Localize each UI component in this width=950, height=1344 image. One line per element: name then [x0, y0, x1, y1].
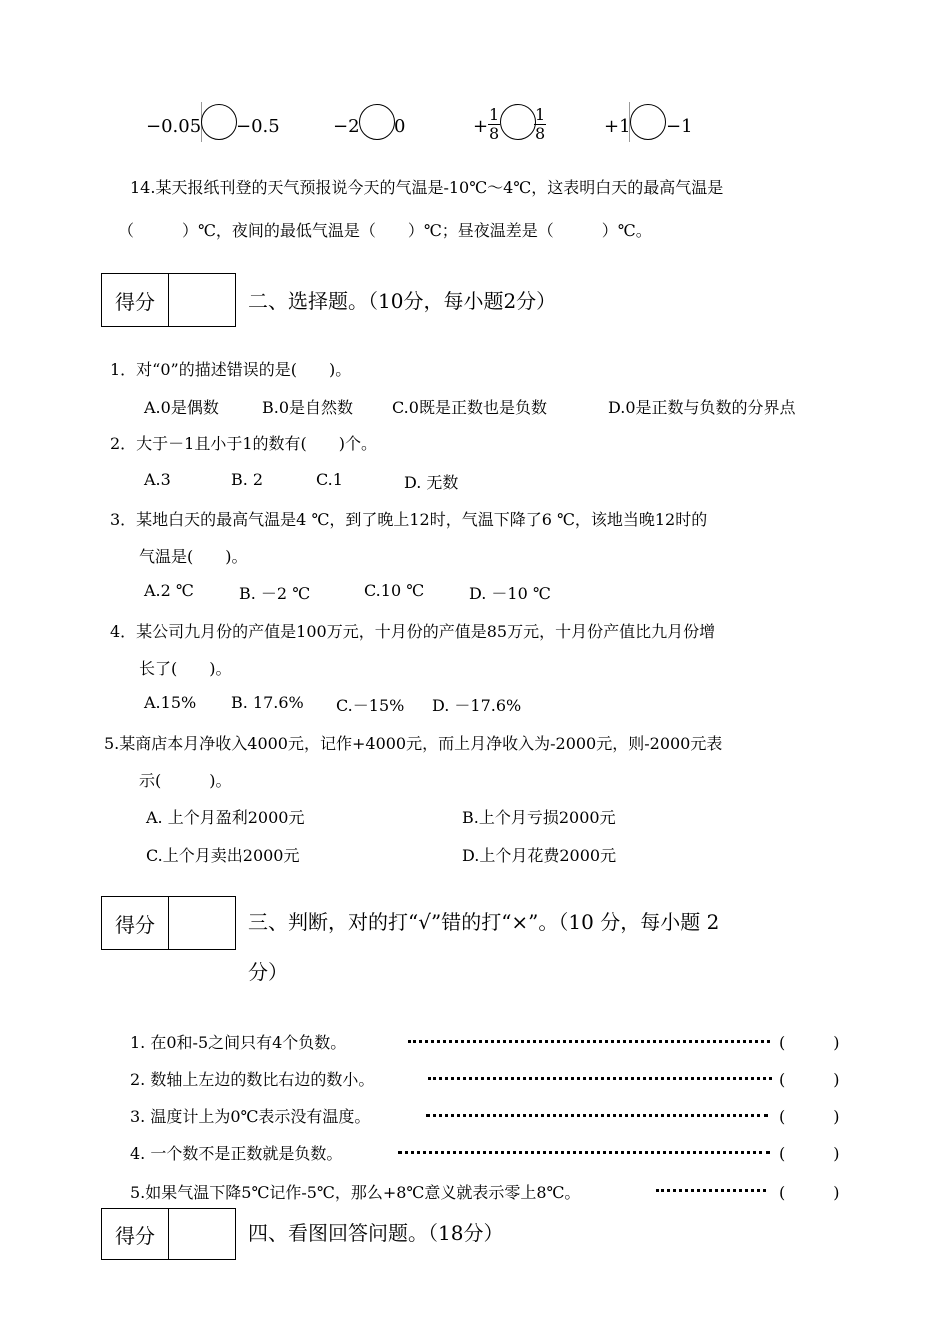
s2-q2-opt-a: A.3 — [144, 470, 171, 489]
s2-q3-opt-c: C.10 ℃ — [364, 581, 425, 600]
s2-q1-stem: 1．对“0”的描述错误的是( )。 — [110, 360, 352, 379]
score-input[interactable] — [169, 1209, 235, 1259]
s2-q5-opt-d: D.上个月花费2000元 — [462, 846, 617, 865]
score-label: 得分 — [102, 897, 169, 949]
compare-circle-1[interactable] — [201, 104, 237, 140]
compare-4-right: −1 — [666, 116, 693, 137]
compare-3-sign: + — [473, 116, 489, 137]
s3-item-1: 1. 在0和-5之间只有4个负数。 — [130, 1033, 347, 1052]
section3-title-line1: 三、判断，对的打“√”错的打“×”。（10 分，每小题 2 — [248, 910, 720, 934]
s2-q2-opt-c: C.1 — [316, 470, 343, 489]
section2-title: 二、选择题。（10分，每小题2分） — [248, 289, 557, 313]
s2-q4-stem1: 4．某公司九月份的产值是100万元，十月份的产值是85万元，十月份产值比九月份增 — [110, 622, 716, 641]
compare-circle-3[interactable] — [500, 104, 536, 140]
compare-1-right: −0.5 — [236, 116, 280, 137]
s2-q5-opt-b: B.上个月亏损2000元 — [462, 808, 616, 827]
s2-q5-opt-a: A. 上个月盈利2000元 — [146, 808, 305, 827]
s2-q2-opt-d: D. 无数 — [404, 473, 459, 492]
s2-q2-stem: 2．大于－1且小于1的数有( )个。 — [110, 434, 378, 453]
s2-q5-stem2: 示( )。 — [139, 771, 232, 790]
q14-line1: 14.某天报纸刊登的天气预报说今天的气温是-10℃～4℃，这表明白天的最高气温是 — [130, 178, 724, 197]
s3-paren-5[interactable]: ( ) — [779, 1183, 840, 1202]
section4-title: 四、看图回答问题。（18分） — [248, 1221, 504, 1245]
s2-q4-opt-c: C.－15% — [336, 696, 405, 715]
compare-2-left: −2 — [333, 116, 360, 137]
compare-circle-2[interactable] — [359, 104, 395, 140]
s2-q5-stem1: 5.某商店本月净收入4000元，记作+4000元，而上月净收入为-2000元，则-2000元表 — [104, 734, 723, 753]
s2-q4-opt-b: B. 17.6% — [231, 693, 304, 712]
compare-3-right-fraction: $\frac{1}{8}$ — [535, 105, 546, 143]
s2-q3-opt-d: D. －10 ℃ — [469, 584, 551, 603]
dot-leader — [426, 1114, 768, 1117]
s2-q5-opt-c: C.上个月卖出2000元 — [146, 846, 300, 865]
s3-item-2: 2. 数轴上左边的数比右边的数小。 — [130, 1070, 375, 1089]
compare-2-right: 0 — [394, 116, 406, 137]
s2-q3-opt-a: A.2 ℃ — [144, 581, 194, 600]
dot-leader — [428, 1077, 772, 1080]
score-label: 得分 — [102, 1209, 169, 1259]
s3-item-3: 3. 温度计上为0℃表示没有温度。 — [130, 1107, 371, 1126]
s3-paren-2[interactable]: ( ) — [779, 1070, 840, 1089]
score-box-2 — [101, 273, 236, 327]
compare-1-left: −0.05 — [146, 116, 202, 137]
s2-q3-opt-b: B. －2 ℃ — [239, 584, 311, 603]
compare-3-left-fraction: $\frac{1}{8}$ — [489, 105, 500, 143]
section3-title-line2: 分） — [248, 960, 288, 984]
s2-q1-opt-b: B.0是自然数 — [262, 398, 354, 417]
score-label: 得分 — [102, 274, 169, 326]
s2-q3-stem1: 3．某地白天的最高气温是4 ℃，到了晚上12时，气温下降了6 ℃，该地当晚12时的 — [110, 510, 708, 529]
s2-q1-opt-d: D.0是正数与负数的分界点 — [608, 398, 796, 417]
s3-paren-4[interactable]: ( ) — [779, 1144, 840, 1163]
compare-4-left: +1 — [604, 116, 631, 137]
dot-leader — [408, 1040, 770, 1043]
s2-q3-stem2: 气温是( )。 — [139, 547, 248, 566]
s3-paren-1[interactable]: ( ) — [779, 1033, 840, 1052]
score-box-4 — [101, 1208, 236, 1260]
dot-leader — [656, 1189, 766, 1192]
score-input[interactable] — [169, 274, 235, 326]
s2-q1-opt-c: C.0既是正数也是负数 — [392, 398, 547, 417]
score-box-3 — [101, 896, 236, 950]
s2-q1-opt-a: A.0是偶数 — [144, 398, 219, 417]
q14-line2: （ ）℃，夜间的最低气温是（ ）℃；昼夜温差是（ ）℃。 — [118, 221, 652, 240]
dot-leader — [398, 1151, 770, 1154]
s2-q2-opt-b: B. 2 — [231, 470, 264, 489]
s3-paren-3[interactable]: ( ) — [779, 1107, 840, 1126]
s2-q4-stem2: 长了( )。 — [139, 659, 232, 678]
compare-circle-4[interactable] — [630, 104, 666, 140]
score-input[interactable] — [169, 897, 235, 949]
s3-item-4: 4. 一个数不是正数就是负数。 — [130, 1144, 343, 1163]
s2-q4-opt-a: A.15% — [144, 693, 197, 712]
s2-q4-opt-d: D. －17.6% — [432, 696, 522, 715]
s3-item-5: 5.如果气温下降5℃记作-5℃，那么+8℃意义就表示零上8℃。 — [130, 1183, 581, 1202]
